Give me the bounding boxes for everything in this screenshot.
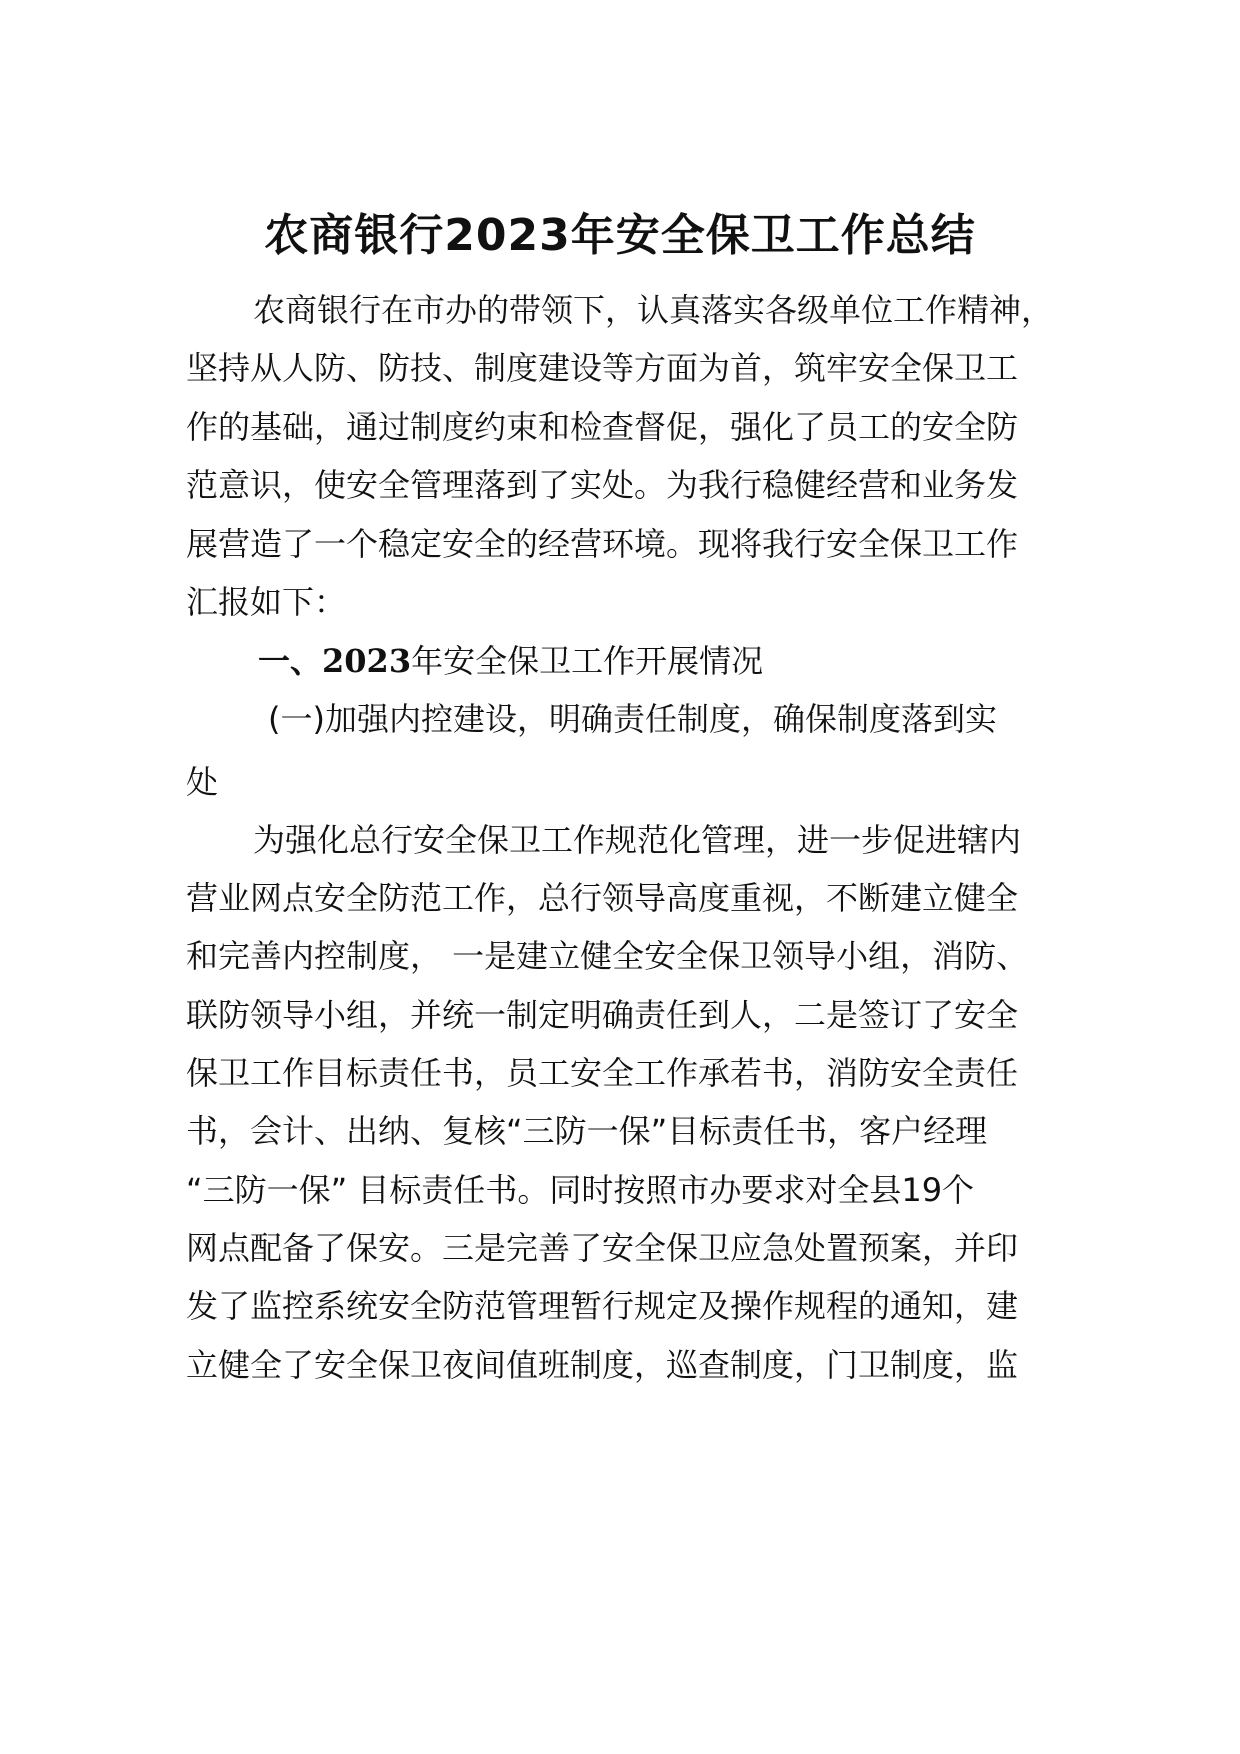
paragraph-line: 坚持从人防、防技、制度建设等方面为首，筑牢安全保卫工 bbox=[186, 349, 1019, 387]
paragraph-line: 营业网点安全防范工作，总行领导高度重视，不断建立健全 bbox=[186, 879, 1019, 917]
paragraph-line: 农商银行在市办的带领下，认真落实各级单位工作精神， bbox=[253, 291, 1054, 329]
paragraph-line: 立健全了安全保卫夜间值班制度，巡查制度，门卫制度，监 bbox=[186, 1346, 1019, 1384]
document-title: 农商银行2023年安全保卫工作总结 bbox=[264, 210, 976, 261]
subsection-heading-line: (一)加强内控建设，明确责任制度，确保制度落到实 bbox=[268, 700, 997, 738]
paragraph-line: 保卫工作目标责任书，员工安全工作承若书，消防安全责任 bbox=[186, 1054, 1019, 1092]
paragraph-line: 汇报如下： bbox=[186, 583, 347, 621]
section-prefix: 一、 bbox=[258, 642, 323, 680]
paragraph-line: 展营造了一个稳定安全的经营环境。现将我行安全保卫工作 bbox=[186, 525, 1019, 563]
paragraph-line: 为强化总行安全保卫工作规范化管理，进一步促进辖内 bbox=[253, 821, 1022, 859]
paragraph-line: 联防领导小组，并统一制定明确责任到人，二是签订了安全 bbox=[186, 996, 1019, 1034]
subsection-heading-line: 处 bbox=[186, 763, 219, 801]
section-year: 2023 bbox=[322, 642, 412, 680]
paragraph-line: 书，会计、出纳、复核“三防一保”目标责任书，客户经理 bbox=[186, 1112, 988, 1150]
paragraph-line: 发了监控系统安全防范管理暂行规定及操作规程的通知，建 bbox=[186, 1287, 1019, 1325]
paragraph-line: “三防一保” 目标责任书。同时按照市办要求对全县19个 bbox=[186, 1171, 975, 1209]
section-heading bbox=[258, 639, 763, 683]
paragraph-line: 作的基础，通过制度约束和检查督促，强化了员工的安全防 bbox=[186, 408, 1019, 446]
paragraph-line: 网点配备了保安。三是完善了安全保卫应急处置预案，并印 bbox=[186, 1229, 1019, 1267]
section-heading-text: 年安全保卫工作开展情况 bbox=[411, 642, 764, 680]
paragraph-line: 和完善内控制度， 一是建立健全安全保卫领导小组，消防、 bbox=[186, 937, 1029, 975]
paragraph-line: 范意识，使安全管理落到了实处。为我行稳健经营和业务发 bbox=[186, 466, 1019, 504]
